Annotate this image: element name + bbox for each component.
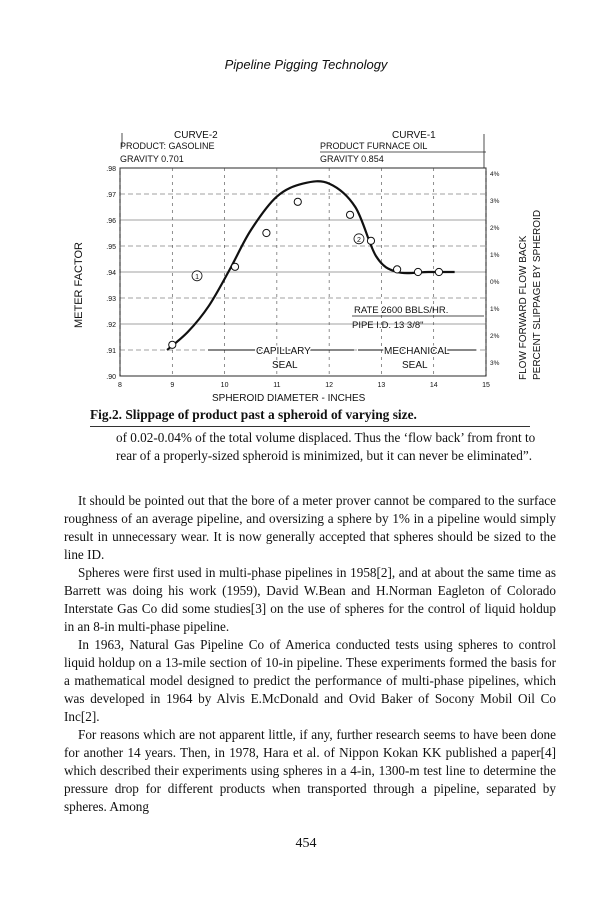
x-tick-label: 15 bbox=[482, 382, 490, 389]
y-axis-label: METER FACTOR bbox=[73, 242, 85, 328]
curve1-product: PRODUCT FURNACE OIL bbox=[320, 141, 428, 151]
x-tick-label: 14 bbox=[429, 382, 438, 389]
curve1-point bbox=[367, 237, 374, 244]
curve1-point bbox=[414, 268, 421, 275]
mechanical-label: MECHANICAL bbox=[384, 346, 450, 357]
x-tick-label: 10 bbox=[220, 382, 229, 389]
point-label: 2 bbox=[357, 236, 361, 244]
y-tick-labels bbox=[106, 166, 116, 381]
x-axis-label: SPHEROID DIAMETER - INCHES bbox=[212, 393, 366, 404]
paragraph: In 1963, Natural Gas Pipeline Co of America conducted tests using spheres to control liquid holdup on a 13-mile section of 10-in pipeline. These experiments formed the basis for a mathematical model designed to predict the performance of multi-phase pipelines, which was developed in 1964 by Alvis E.McDonald and Ovid Baker of Socony Mobil Oil Co Inc[2]. bbox=[64, 637, 556, 724]
x-tick-label: 9 bbox=[170, 382, 175, 389]
curve2-label: CURVE-2 bbox=[174, 130, 218, 141]
x-tick-label: 11 bbox=[273, 382, 281, 389]
curve2-gravity: GRAVITY 0.701 bbox=[120, 154, 184, 164]
y-tick-label: .91 bbox=[106, 348, 116, 355]
y-tick-label: .90 bbox=[106, 374, 116, 381]
rate-annotation: RATE 2600 BBLS/HR. bbox=[354, 305, 449, 316]
slippage-chart bbox=[56, 118, 556, 408]
page-number: 454 bbox=[295, 836, 317, 851]
figure-caption: Fig.2. Slippage of product past a spheroid of varying size. bbox=[90, 407, 417, 422]
x-tick-labels bbox=[118, 382, 490, 389]
x-tick-label: 8 bbox=[118, 382, 122, 389]
seal-right-label: SEAL bbox=[402, 360, 428, 371]
y2-tick-labels bbox=[490, 171, 500, 367]
y-tick-label: .94 bbox=[106, 270, 116, 277]
capillary-label: CAPILLARY bbox=[256, 346, 311, 357]
curve2-point bbox=[169, 341, 176, 348]
paragraph: It should be pointed out that the bore of a meter prover cannot be compared to the surface roughness of an average pipeline, and oversizing a sphere by 1% in a pipeline would simply result in unnecessary wear. It is now generally accepted that spheres should be sized to the line ID. bbox=[64, 493, 556, 562]
y-tick-label: .98 bbox=[106, 166, 116, 173]
curve1-point bbox=[346, 211, 353, 218]
curve1-point bbox=[394, 266, 401, 273]
seal-left-label: SEAL bbox=[272, 360, 298, 371]
y-tick-label: .92 bbox=[106, 322, 116, 329]
curve2-point bbox=[231, 263, 238, 270]
quoted-passage: of 0.02-0.04% of the total volume displaced. Thus the ‘flow back’ from front to rear of a properly-sized spheroid is minimized, but it can never be eliminated”. bbox=[116, 430, 536, 463]
y2-axis-label-2: PERCENT SLIPPAGE BY SPHEROID bbox=[532, 209, 543, 380]
curve1-label: CURVE-1 bbox=[392, 130, 436, 141]
curve2-point bbox=[294, 198, 301, 205]
y2-axis-label-1: FLOW FORWARD FLOW BACK bbox=[518, 235, 529, 380]
pipe-id-annotation: PIPE I.D. 13 3/8" bbox=[352, 320, 424, 331]
x-tick-label: 12 bbox=[325, 382, 334, 389]
curve1-point bbox=[435, 268, 442, 275]
y-tick-label: .97 bbox=[106, 192, 116, 199]
curve1-gravity: GRAVITY 0.854 bbox=[320, 154, 384, 164]
y2-tick-label: 0% bbox=[490, 279, 500, 286]
y-tick-label: .95 bbox=[106, 244, 116, 251]
paragraph: For reasons which are not apparent little, if any, further research seems to have been done for another 14 years. Then, in 1978, Hara et al. of Nippon Kokan KK published a paper[4] which described their experiments using spheres in a 4-in, 1300-m test line to determine the pressure drop for different products when transported through a pipeline, separated by spheres. Among bbox=[64, 727, 556, 814]
paragraph: Spheres were first used in multi-phase pipelines in 1958[2], and at about the same time as Barrett was doing his work (1959), David W.Bean and H.Norman Eagleton of Colorado Interstate Gas Co did some studies[3] on the use of spheres for the control of liquid holdup in an 8-in multi-phase pipeline. bbox=[64, 565, 556, 634]
y2-tick-label: 3% bbox=[490, 198, 500, 205]
caption-rule bbox=[90, 426, 530, 427]
y2-tick-label: 3% bbox=[490, 360, 500, 367]
running-head: Pipeline Pigging Technology bbox=[224, 57, 388, 72]
y2-tick-label: 2% bbox=[490, 225, 500, 232]
y-tick-label: .96 bbox=[106, 218, 116, 225]
body-text bbox=[64, 492, 556, 816]
curve2-product: PRODUCT: GASOLINE bbox=[120, 141, 215, 151]
y-tick-label: .93 bbox=[106, 296, 116, 303]
y2-tick-label: 2% bbox=[490, 333, 500, 340]
point-label: 1 bbox=[195, 273, 199, 281]
curve2-point bbox=[263, 229, 270, 236]
x-tick-label: 13 bbox=[377, 382, 386, 389]
y2-tick-label: 1% bbox=[490, 306, 500, 313]
y2-tick-label: 4% bbox=[490, 171, 500, 178]
y2-tick-label: 1% bbox=[490, 252, 500, 259]
